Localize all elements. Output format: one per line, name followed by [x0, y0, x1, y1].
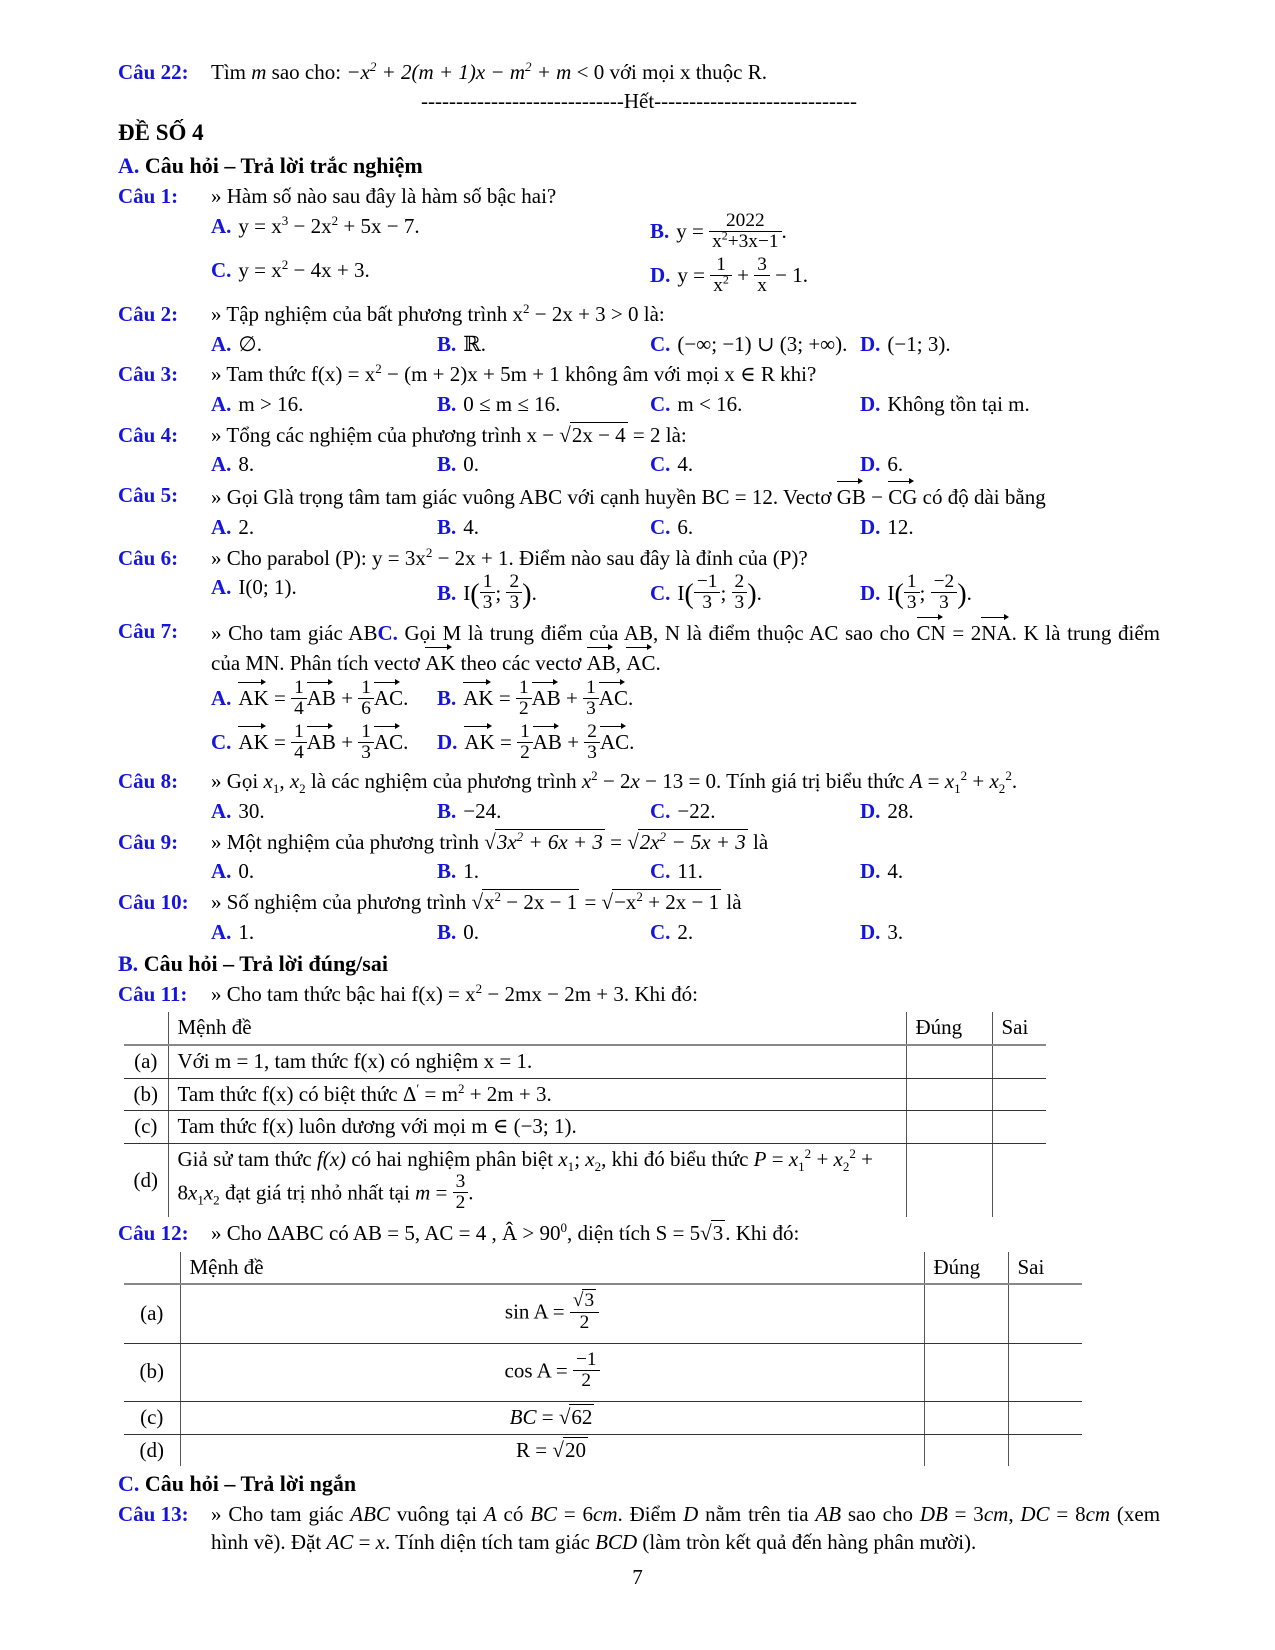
sai-cell	[992, 1144, 1046, 1217]
question-1-options	[211, 209, 1160, 298]
option-a: A. 1.	[211, 919, 255, 944]
question-11	[118, 981, 1160, 1009]
true-false-table-12	[124, 1252, 1082, 1466]
option-text: 6.	[677, 514, 694, 539]
option-d: D. 3.	[860, 919, 904, 944]
option-d: D. 28.	[860, 798, 914, 823]
question-5-label: Câu 5:	[118, 483, 179, 508]
question-9	[118, 829, 1160, 857]
header-sai: Sai	[992, 1012, 1046, 1045]
sai-cell	[992, 1111, 1046, 1144]
option-text: 11.	[677, 859, 703, 884]
option-c: C. $y = x^2 - 4x + 3$.	[211, 256, 370, 282]
sai-cell	[992, 1078, 1046, 1111]
statement: cos A = $\frac{-1}{2}$	[180, 1343, 924, 1401]
option-c: C. 4.	[650, 452, 694, 477]
table-header-row	[124, 1252, 1082, 1285]
question-4-options	[211, 451, 1160, 479]
option-text: I( $\frac{1}{3}$ ; $\frac{-2}{3}$ ).	[887, 571, 972, 614]
question-2-text: » Tập nghiệm của bất phương trình $x^2 - 2x + 3 > 0$ là:	[211, 300, 665, 326]
statement: Tam thức f(x) có biệt thức $\Delta' = m^2 + 2m + 3$.	[168, 1078, 906, 1111]
table-row-a	[124, 1045, 1046, 1078]
question-7-text: » Cho tam giác ABC. Gọi M là trung điểm của AB, N là điểm thuộc AC sao cho CN = 2NA. K là trung điểm của MN. Phân tích vectơ AK theo các vectơ AB, AC.	[211, 618, 1160, 677]
row-id: (b)	[124, 1078, 168, 1111]
option-d: D. 12.	[860, 514, 914, 539]
page-title: ĐỀ SỐ 4	[118, 120, 204, 146]
question-12-label: Câu 12:	[118, 1221, 189, 1246]
statement: sin A = $\frac{√ 3}{2}$	[180, 1284, 924, 1343]
option-b: B. y = $\frac{2022}{x^2+3x-1}$ .	[650, 209, 787, 252]
section-a-letter: A.	[118, 152, 140, 178]
option-text: 2.	[677, 919, 694, 944]
option-c: C. AK = $\frac{1}{4}$ AB + $\frac{1}{3}$ AC.	[211, 721, 409, 764]
option-text: −24.	[463, 798, 502, 823]
option-a: A. 8.	[211, 452, 255, 477]
question-22	[118, 59, 1160, 87]
option-text: 0.	[463, 919, 480, 944]
option-text: 28.	[887, 798, 914, 823]
sai-cell	[1008, 1434, 1082, 1466]
row-id: (a)	[124, 1045, 168, 1078]
option-b: B. AK = $\frac{1}{2}$ AB + $\frac{1}{3}$ AC.	[437, 676, 634, 719]
table-row-a	[124, 1284, 1082, 1343]
question-2-label: Câu 2:	[118, 301, 179, 326]
question-1	[118, 183, 1160, 211]
question-6-label: Câu 6:	[118, 545, 179, 570]
header-sai: Sai	[1008, 1252, 1082, 1285]
option-c: C. 11.	[650, 859, 703, 884]
row-id: (c)	[124, 1111, 168, 1144]
option-a: A. AK = $\frac{1}{4}$ AB + $\frac{1}{6}$ AC.	[211, 676, 409, 719]
option-text: $y = x^2 - 4x + 3$.	[238, 256, 370, 282]
option-a: A. 0.	[211, 859, 255, 884]
row-id: (d)	[139, 1437, 164, 1462]
option-c: C. m < 16.	[650, 392, 743, 417]
option-text: AK = $\frac{1}{2}$ AB + $\frac{2}{3}$ AC.	[464, 721, 635, 764]
option-text: ℝ.	[463, 331, 486, 356]
section-a-heading	[118, 151, 1160, 180]
option-text: −22.	[677, 798, 716, 823]
question-1-label: Câu 1:	[118, 183, 179, 208]
question-9-label: Câu 9:	[118, 829, 179, 854]
table-row-d	[124, 1144, 1046, 1217]
option-d: D. (−1; 3).	[860, 331, 951, 356]
option-d: D. AK = $\frac{1}{2}$ AB + $\frac{2}{3}$ AC.	[437, 721, 635, 764]
option-text: 0.	[238, 859, 255, 884]
option-text: m < 16.	[677, 392, 743, 417]
option-b: B. −24.	[437, 798, 502, 823]
option-b: B. 1.	[437, 859, 480, 884]
option-a: A. m > 16.	[211, 392, 304, 417]
option-c: C. (−∞; −1) ∪ (3; +∞).	[650, 331, 848, 356]
row-id: (c)	[124, 1401, 180, 1434]
question-4-text: » Tổng các nghiệm của phương trình x − √2x − 4 = 2 là:	[211, 422, 687, 447]
option-text: 30.	[238, 798, 265, 823]
question-4	[118, 422, 1160, 450]
option-a: A. 30.	[211, 798, 265, 823]
option-text: 1.	[238, 919, 255, 944]
option-text: 4.	[677, 452, 694, 477]
option-text: m > 16.	[238, 392, 304, 417]
header-menh-de: Mệnh đề	[168, 1012, 906, 1045]
option-text: ∅.	[238, 331, 262, 356]
question-8-label: Câu 8:	[118, 769, 179, 794]
question-22-label: Câu 22:	[118, 60, 189, 84]
option-a: A. 2.	[211, 514, 255, 539]
page-number: 7	[632, 1565, 643, 1590]
option-text: AK = $\frac{1}{4}$ AB + $\frac{1}{6}$ AC.	[238, 676, 409, 719]
statement: Tam thức f(x) luôn dương với mọi m ∈ (−3; 1).	[168, 1111, 906, 1144]
header-menh-de: Mệnh đề	[180, 1252, 924, 1285]
statement: Với m = 1, tam thức f(x) có nghiệm x = 1.	[168, 1045, 906, 1078]
section-c-letter: C.	[118, 1471, 140, 1497]
option-b: B. 0.	[437, 452, 480, 477]
section-b-letter: B.	[118, 950, 139, 976]
dung-cell	[924, 1434, 1008, 1466]
question-10-label: Câu 10:	[118, 890, 189, 915]
option-b: B. 0.	[437, 919, 480, 944]
option-text: I(0; 1).	[238, 575, 297, 600]
option-text: 1.	[463, 859, 480, 884]
question-2	[118, 301, 1160, 329]
table-row-d	[124, 1434, 1082, 1466]
header-dung: Đúng	[906, 1012, 992, 1045]
option-c: C. 2.	[650, 919, 694, 944]
option-text: 4.	[887, 859, 904, 884]
question-22-text: Tìm m sao cho: $-x^2 + 2(m + 1)x - m^2 + m < 0$ với mọi x thuộc R.	[211, 59, 767, 84]
option-text: I( $\frac{1}{3}$ ; $\frac{2}{3}$ ).	[463, 571, 537, 614]
statement: R = √20	[180, 1434, 924, 1466]
question-3-text: » Tam thức $f(x) = x^2 - (m + 2)x + 5m + 1$ không âm với mọi x ∈ R khi?	[211, 361, 817, 387]
question-10-text: » Số nghiệm của phương trình $√x^2 - 2x - 1 = √-x^2 + 2x - 1$ là	[211, 889, 742, 915]
option-text: AK = $\frac{1}{2}$ AB + $\frac{1}{3}$ AC.	[463, 676, 634, 719]
question-6-options	[211, 571, 1160, 615]
question-11-label: Câu 11:	[118, 981, 188, 1006]
table-row-b	[124, 1343, 1082, 1401]
dung-cell	[906, 1078, 992, 1111]
option-text: (−∞; −1) ∪ (3; +∞).	[677, 331, 848, 356]
option-b: B. 4.	[437, 514, 480, 539]
sai-cell	[1008, 1343, 1082, 1401]
question-9-text: » Một nghiệm của phương trình $√3x^2 + 6x + 3 = √2x^2 - 5x + 3$ là	[211, 828, 769, 854]
option-text: 6.	[887, 452, 904, 477]
option-d: D. I( $\frac{1}{3}$ ; $\frac{-2}{3}$ ).	[860, 571, 972, 614]
statement: Giả sử tam thức f(x) có hai nghiệm phân biệt $x_1$; $x_2$, khi đó biểu thức $P = x_1^2 + x_2^2 + 8x_1x_2$ đạt giá trị nhỏ nhất tại m = $\frac{3}{2}$ .	[168, 1144, 906, 1217]
option-c: C. I( $\frac{-1}{3}$ ; $\frac{2}{3}$ ).	[650, 571, 762, 614]
question-3-options	[211, 391, 1160, 419]
question-6-text: » Cho parabol (P): $y = 3x^2 - 2x + 1$. Điểm nào sau đây là đỉnh của (P)?	[211, 544, 808, 570]
option-text: I( $\frac{-1}{3}$ ; $\frac{2}{3}$ ).	[677, 571, 762, 614]
option-b: B. I( $\frac{1}{3}$ ; $\frac{2}{3}$ ).	[437, 571, 537, 614]
sai-cell	[1008, 1401, 1082, 1434]
option-text: 3.	[887, 919, 904, 944]
question-13	[118, 1501, 1160, 1556]
section-b-text: Câu hỏi – Trả lời đúng/sai	[143, 950, 388, 976]
question-12	[118, 1220, 1160, 1248]
dung-cell	[924, 1343, 1008, 1401]
table-header-row	[124, 1012, 1046, 1045]
dung-cell	[906, 1111, 992, 1144]
question-3-label: Câu 3:	[118, 362, 179, 387]
sai-cell	[992, 1045, 1046, 1078]
row-id: (d)	[133, 1167, 158, 1192]
section-c-heading	[118, 1469, 1160, 1498]
row-id: (a)	[124, 1284, 180, 1343]
question-7	[118, 618, 1160, 677]
question-6	[118, 545, 1160, 573]
question-13-text: » Cho tam giác ABC vuông tại A có BC = 6cm. Điểm D nằm trên tia AB sao cho DB = 3cm, DC = 8cm (xem hình vẽ). Đặt AC = x. Tính diện tích tam giác BCD (làm tròn kết quả đến hàng phân mười).	[211, 1502, 1161, 1554]
option-text: (−1; 3).	[887, 331, 951, 356]
question-5-options	[211, 514, 1160, 542]
question-5-text: » Gọi Glà trọng tâm tam giác vuông ABC với cạnh huyền BC = 12. Vectơ GB − CG có độ dài bằng	[211, 482, 1160, 512]
option-d: D. 6.	[860, 452, 904, 477]
option-d: D. Không tồn tại m.	[860, 392, 1030, 417]
question-7-label: Câu 7:	[118, 619, 179, 644]
section-c-text: Câu hỏi – Trả lời ngắn	[144, 1471, 357, 1497]
statement: BC = √62	[180, 1401, 924, 1434]
question-8-text: » Gọi $x_1$, $x_2$ là các nghiệm của phương trình $x^2 - 2x - 13 = 0$. Tính giá trị biểu thức $A = x_1^2 + x_2^2$.	[211, 768, 1018, 797]
question-2-options	[211, 331, 1160, 359]
dung-cell	[924, 1401, 1008, 1434]
option-text: Không tồn tại m.	[887, 392, 1030, 417]
question-8-options	[211, 798, 1160, 826]
option-text: 12.	[887, 514, 914, 539]
table-row-c	[124, 1401, 1082, 1434]
question-10-options	[211, 919, 1160, 947]
question-12-text: » Cho ΔABC có AB = 5, AC = 4 , Â > $90^0$, diện tích S = 5√3. Khi đó:	[211, 1220, 800, 1246]
option-d: D. y = $\frac{1}{x^2}$ + $\frac{3}{x}$ − 1.	[650, 253, 808, 296]
option-b: B. 0 ≤ m ≤ 16.	[437, 392, 561, 417]
sai-cell	[1008, 1284, 1082, 1343]
question-5	[118, 482, 1160, 512]
dung-cell	[906, 1144, 992, 1217]
row-id: (b)	[124, 1343, 180, 1401]
option-c: C. −22.	[650, 798, 716, 823]
option-text: 0 ≤ m ≤ 16.	[463, 392, 561, 417]
section-a-text: Câu hỏi – Trả lời trắc nghiệm	[144, 152, 423, 178]
true-false-table-11	[124, 1012, 1046, 1217]
table-row-c	[124, 1111, 1046, 1144]
dung-cell	[906, 1045, 992, 1078]
question-9-options	[211, 858, 1160, 886]
question-1-text: » Hàm số nào sau đây là hàm số bậc hai?	[211, 183, 557, 208]
option-text: 2.	[238, 514, 255, 539]
question-3	[118, 361, 1160, 389]
option-text: 0.	[463, 452, 480, 477]
question-7-options	[211, 676, 1160, 765]
question-11-text: » Cho tam thức bậc hai $f(x) = x^2 - 2mx - 2m + 3$. Khi đó:	[211, 980, 698, 1006]
option-c: C. 6.	[650, 514, 694, 539]
option-text: 8.	[238, 452, 255, 477]
option-a: A. I(0; 1).	[211, 575, 297, 600]
option-text: AK = $\frac{1}{4}$ AB + $\frac{1}{3}$ AC.	[238, 721, 409, 764]
option-text: 4.	[463, 514, 480, 539]
question-4-label: Câu 4:	[118, 422, 179, 447]
option-text: $y = x^3 - 2x^2 + 5x - 7$.	[238, 212, 420, 238]
question-13-label: Câu 13:	[118, 1502, 189, 1527]
option-a: A. $y = x^3 - 2x^2 + 5x - 7$.	[211, 212, 420, 238]
option-b: B. ℝ.	[437, 331, 486, 356]
option-text: y = $\frac{2022}{x^2+3x-1}$ .	[676, 209, 787, 252]
option-a: A. ∅.	[211, 331, 262, 356]
option-text: y = $\frac{1}{x^2}$ + $\frac{3}{x}$ − 1.	[677, 253, 808, 296]
question-8	[118, 768, 1160, 796]
option-d: D. 4.	[860, 859, 904, 884]
dung-cell	[924, 1284, 1008, 1343]
header-dung: Đúng	[924, 1252, 1008, 1285]
het-divider: -----------------------------Hết-----------------------------	[421, 88, 857, 113]
question-10	[118, 889, 1160, 917]
section-b-heading	[118, 949, 1160, 978]
table-row-b	[124, 1078, 1046, 1111]
